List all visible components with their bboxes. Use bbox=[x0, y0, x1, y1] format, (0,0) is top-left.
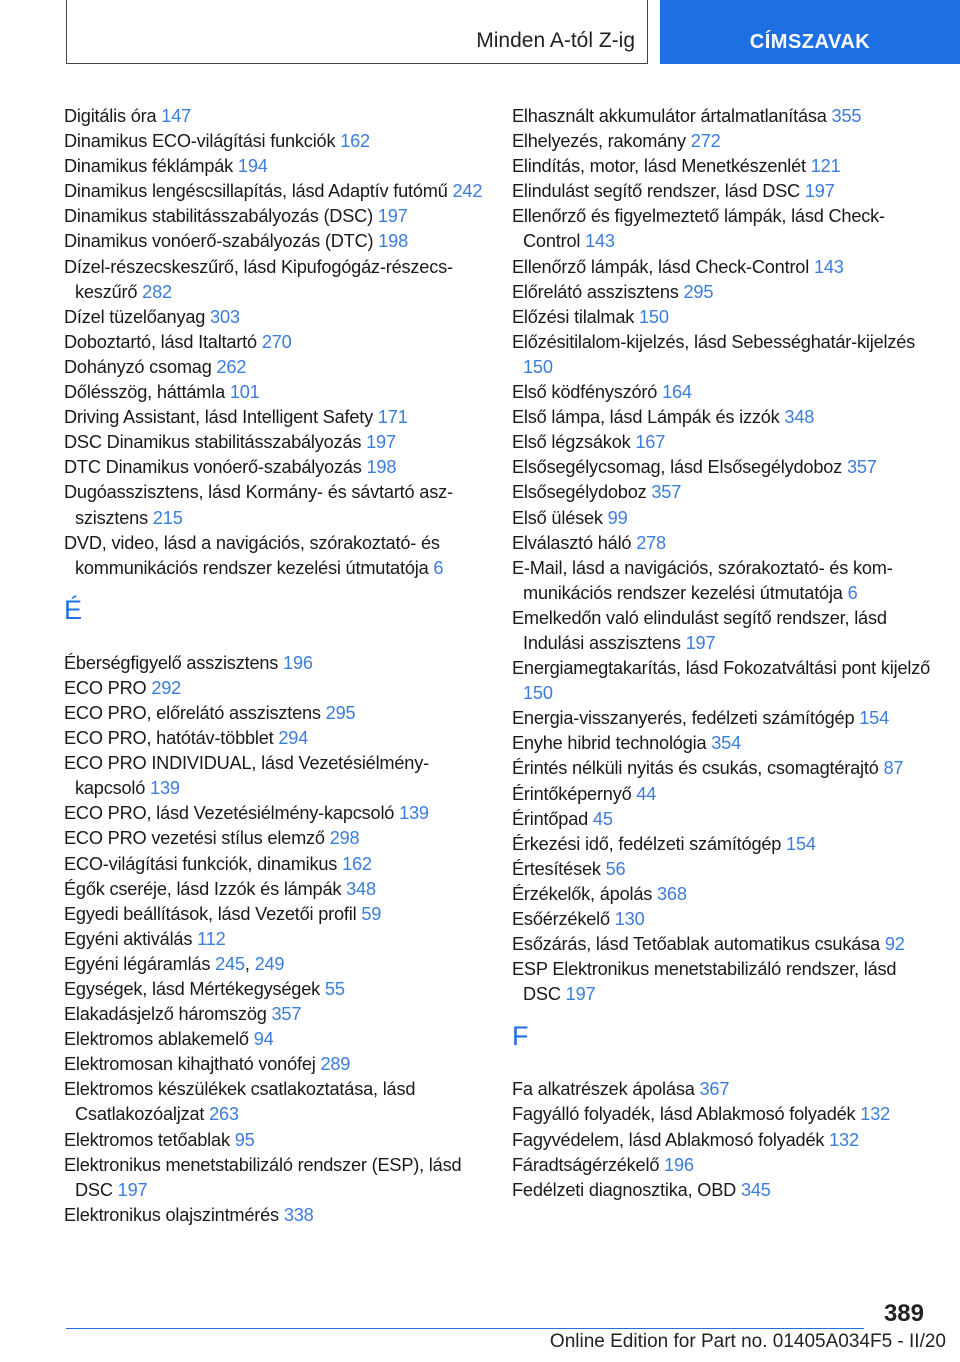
header-title: Minden A-tól Z-ig bbox=[476, 29, 635, 52]
index-entry-text: Érkezési idő, fedélzeti számítógép bbox=[512, 833, 782, 854]
index-entry-text: Driving Assistant, lásd Intelligent Safety bbox=[64, 407, 374, 428]
index-entry bbox=[512, 882, 932, 907]
index-entry-text: Dohányzó csomag bbox=[64, 356, 212, 377]
index-entry bbox=[512, 405, 932, 430]
page-reference-link[interactable]: 355 bbox=[831, 106, 862, 126]
index-entry-text: Digitális óra bbox=[64, 106, 157, 126]
page-reference-link[interactable]: 94 bbox=[253, 1029, 274, 1050]
index-entry-text: Elektronikus olajszintmérés bbox=[64, 1204, 279, 1225]
index-entry-text: Fagyvédelem, lásd Ablakmosó folyadék bbox=[512, 1129, 825, 1150]
index-entry-text: Égők cseréje, lásd Izzók és lámpák bbox=[64, 878, 342, 899]
index-entry bbox=[64, 801, 484, 826]
index-entry-text: ECO PRO bbox=[64, 677, 147, 698]
index-entry-text: Esőzárás, lásd Tetőablak automatikus csukása bbox=[512, 934, 880, 955]
index-entry bbox=[512, 280, 932, 305]
index-entry bbox=[512, 179, 932, 204]
page-reference-link[interactable]: 164 bbox=[662, 382, 692, 403]
index-entry-text: Elakadásjelző háromszög bbox=[64, 1004, 267, 1025]
index-entry bbox=[512, 531, 932, 556]
page-reference-link[interactable]: 197 bbox=[366, 432, 396, 453]
index-entry-text: Dinamikus ECO-világítási funkciók bbox=[64, 131, 336, 152]
page-reference-link[interactable]: 95 bbox=[234, 1129, 255, 1150]
index-entry bbox=[64, 154, 484, 179]
page-reference-link[interactable]: 87 bbox=[883, 758, 904, 779]
page-reference-link[interactable]: 121 bbox=[810, 156, 841, 177]
page-reference-link[interactable]: 162 bbox=[340, 131, 370, 152]
index-entry: Egyéni légáramlás 245, 249 bbox=[64, 953, 285, 974]
index-entry-text: Dinamikus vonóerő-szabályozás (DTC) bbox=[64, 231, 374, 252]
index-entry bbox=[64, 380, 484, 405]
index-entry bbox=[512, 330, 932, 380]
index-entry-text: Egyéni légáramlás bbox=[64, 953, 211, 974]
index-entry bbox=[64, 852, 484, 877]
page-reference-link[interactable]: 197 bbox=[685, 632, 716, 653]
header-tab bbox=[660, 0, 960, 64]
page-reference-link[interactable]: 294 bbox=[278, 728, 309, 749]
index-entry bbox=[64, 330, 484, 355]
index-entry bbox=[64, 826, 484, 851]
index-entry-text: Fedélzeti diagnosztika, OBD bbox=[512, 1179, 737, 1200]
index-entry-text: ECO-világítási funkciók, dinamikus bbox=[64, 853, 338, 874]
page-reference-link[interactable]: 303 bbox=[210, 306, 240, 327]
index-entry bbox=[64, 1153, 484, 1203]
index-entry bbox=[64, 977, 484, 1002]
page-reference-link[interactable]: 101 bbox=[229, 382, 260, 403]
index-entry bbox=[64, 229, 484, 254]
index-entry-text: DVD, video, lásd a navigációs, szórakoztató- és kommunikációs rendszer kezelési útmutatója bbox=[64, 532, 440, 578]
index-entry bbox=[64, 405, 484, 430]
index-entry bbox=[512, 857, 932, 882]
page-reference-link[interactable]: 45 bbox=[592, 808, 613, 829]
page-reference-link[interactable]: 357 bbox=[846, 457, 877, 478]
page-reference-link[interactable]: 6 bbox=[847, 582, 858, 603]
index-entry-text: Dízel tüzelőanyag bbox=[64, 306, 206, 327]
index-entry-text: Elektronikus menetstabilizáló rendszer (ESP), lásd DSC bbox=[64, 1154, 462, 1200]
page-reference-link[interactable]: 345 bbox=[740, 1179, 771, 1200]
section-letter: É bbox=[64, 594, 83, 625]
index-entry-text: ESP Elektronikus menetstabilizáló rendszer, lásd DSC bbox=[512, 959, 897, 1005]
index-entry-text: Elektromos készülékek csatlakoztatása, lásd Csatlakozóaljzat bbox=[64, 1079, 416, 1125]
footer-edition: Online Edition for Part no. 01405A034F5 - II/20 bbox=[549, 1331, 946, 1352]
index-entry-text: Elektromos tetőablak bbox=[64, 1129, 230, 1150]
page-reference-link[interactable]: 289 bbox=[320, 1054, 351, 1075]
index-entry-text: Fáradtságérzékelő bbox=[512, 1154, 660, 1175]
index-entry-text: Elsősegélycsomag, lásd Elsősegélydoboz bbox=[512, 457, 843, 478]
index-entry bbox=[64, 1077, 484, 1127]
index-entry bbox=[64, 1052, 484, 1077]
index-entry bbox=[64, 305, 484, 330]
index-entry-text: Érintőképernyő bbox=[512, 783, 632, 804]
page-reference-link[interactable]: 130 bbox=[614, 909, 645, 929]
page-reference-link[interactable]: 298 bbox=[329, 828, 360, 849]
index-entry bbox=[64, 179, 484, 204]
index-entry-text: Elindítás, motor, lásd Menetkészenlét bbox=[512, 156, 806, 177]
index-entry bbox=[512, 606, 932, 656]
index-entry-text: Éberségfigyelő asszisztens bbox=[64, 652, 279, 673]
page-reference-link[interactable]: 357 bbox=[271, 1004, 302, 1025]
index-entry bbox=[64, 651, 484, 676]
index-entry bbox=[512, 104, 932, 129]
index-entry bbox=[512, 129, 932, 154]
index-entry-text: DSC Dinamikus stabilitásszabályozás bbox=[64, 432, 362, 453]
index-entry-text: Első lámpa, lásd Lámpák és izzók bbox=[512, 407, 780, 428]
index-entry-text: Ellenőrző és figyelmeztető lámpák, lásd Check-Control bbox=[512, 206, 885, 252]
index-entry bbox=[64, 255, 484, 305]
page-reference-link[interactable]: 282 bbox=[142, 281, 172, 302]
footer-divider bbox=[66, 1328, 864, 1329]
page-reference-link[interactable]: 197 bbox=[565, 984, 596, 1005]
index-entry-text: Érintés nélküli nyitás és csukás, csomagtérajtó bbox=[512, 758, 879, 779]
index-entry bbox=[512, 1178, 932, 1203]
page-reference-link[interactable]: 162 bbox=[342, 853, 372, 874]
index-entry bbox=[512, 255, 932, 280]
index-entry bbox=[512, 957, 932, 1007]
page-reference-link[interactable]: 132 bbox=[860, 1104, 891, 1125]
index-entry-text: Érintőpad bbox=[512, 808, 589, 829]
index-entry-text: Értesítések bbox=[512, 858, 601, 879]
index-entry bbox=[512, 556, 932, 606]
index-entry bbox=[512, 455, 932, 480]
page-reference-link[interactable]: 92 bbox=[884, 934, 905, 955]
page-reference-link[interactable]: 150 bbox=[523, 683, 553, 704]
page-reference-link[interactable]: 348 bbox=[784, 407, 815, 428]
index-column-right bbox=[512, 104, 932, 1203]
page-reference-link[interactable]: 245 bbox=[215, 953, 245, 974]
index-entry-text: Emelkedőn való elindulást segítő rendszer, lásd Indulási asszisztens bbox=[512, 607, 887, 653]
index-entry bbox=[64, 1027, 484, 1052]
page-reference-link[interactable]: 198 bbox=[366, 457, 397, 478]
index-entry-text: Elhasznált akkumulátor ártalmatlanítása bbox=[512, 106, 827, 126]
index-entry bbox=[512, 932, 932, 957]
index-entry bbox=[64, 104, 484, 129]
index-entry bbox=[64, 1128, 484, 1153]
page-reference-link[interactable]: 367 bbox=[699, 1079, 730, 1100]
page-reference-link[interactable]: 197 bbox=[377, 206, 408, 227]
index-entry bbox=[512, 480, 932, 505]
index-entry-text: Első ülések bbox=[512, 507, 603, 528]
index-entry-text: DTC Dinamikus vonóerő-szabályozás bbox=[64, 457, 362, 478]
index-entry bbox=[512, 305, 932, 330]
index-entry bbox=[64, 1203, 484, 1228]
index-entry bbox=[512, 731, 932, 756]
index-entry-text: Elhelyezés, rakomány bbox=[512, 131, 686, 152]
page-reference-link[interactable]: 154 bbox=[786, 833, 816, 854]
index-entry bbox=[64, 531, 484, 581]
page-reference-link[interactable]: 6 bbox=[433, 557, 444, 578]
header-title-box bbox=[66, 0, 648, 64]
index-entry bbox=[512, 154, 932, 179]
page-reference-link[interactable]: 272 bbox=[690, 131, 721, 152]
page-reference-link[interactable]: 338 bbox=[283, 1204, 314, 1225]
page-reference-link[interactable]: 59 bbox=[361, 903, 382, 924]
page-reference-link[interactable]: 139 bbox=[399, 803, 429, 824]
page-reference-link[interactable]: 368 bbox=[657, 883, 687, 904]
index-entry bbox=[512, 656, 932, 706]
index-entry bbox=[512, 907, 932, 932]
page-reference-link[interactable]: 167 bbox=[635, 432, 666, 453]
page-reference-link[interactable]: 56 bbox=[605, 858, 626, 879]
index-entry-text: Dugóasszisztens, lásd Kormány- és sávtartó aszszisztens bbox=[64, 482, 454, 528]
page-reference-link[interactable]: 196 bbox=[664, 1154, 694, 1175]
index-entry bbox=[512, 204, 932, 254]
page-reference-link[interactable]: 112 bbox=[197, 928, 226, 949]
index-entry bbox=[64, 480, 484, 530]
page-reference-link[interactable]: 270 bbox=[261, 331, 292, 352]
index-entry bbox=[512, 1102, 932, 1127]
index-entry-text: Doboztartó, lásd Italtartó bbox=[64, 331, 257, 352]
page-reference-link[interactable]: 194 bbox=[237, 156, 268, 177]
index-entry-text: Dinamikus stabilitásszabályozás (DSC) bbox=[64, 206, 373, 227]
index-entry-text: ECO PRO, lásd Vezetésiélmény-kapcsoló bbox=[64, 803, 395, 824]
page-reference-link[interactable]: 154 bbox=[859, 708, 889, 729]
index-entry bbox=[64, 455, 484, 480]
index-entry bbox=[512, 706, 932, 731]
index-entry bbox=[64, 877, 484, 902]
index-entry-text: Fa alkatrészek ápolása bbox=[512, 1079, 695, 1100]
index-entry bbox=[512, 506, 932, 531]
index-entry bbox=[512, 1077, 932, 1102]
index-entry bbox=[512, 832, 932, 857]
index-entry bbox=[512, 807, 932, 832]
index-entry-text: Egyedi beállítások, lásd Vezetői profil bbox=[64, 903, 357, 924]
index-entry bbox=[512, 430, 932, 455]
index-entry-text: Ellenőrző lámpák, lásd Check-Control bbox=[512, 256, 810, 277]
index-entry-text: Enyhe hibrid technológia bbox=[512, 733, 707, 754]
page-reference-link[interactable]: 354 bbox=[711, 733, 742, 754]
index-entry bbox=[64, 751, 484, 801]
index-entry bbox=[64, 1002, 484, 1027]
page-reference-link[interactable]: 143 bbox=[585, 231, 615, 252]
index-entry-text: Egyéni aktiválás bbox=[64, 928, 193, 949]
index-entry-text: Dinamikus lengéscsillapítás, lásd Adaptív futómű bbox=[64, 181, 448, 202]
index-entry-text: ECO PRO, előrelátó asszisztens bbox=[64, 702, 321, 723]
index-entry bbox=[512, 380, 932, 405]
index-entry-text: Dízel-részecskeszűrő, lásd Kipufogógáz-részecskeszűrő bbox=[64, 256, 454, 302]
page-reference-link[interactable]: 295 bbox=[683, 281, 714, 302]
page-reference-link[interactable]: 263 bbox=[209, 1104, 239, 1125]
index-entry bbox=[64, 902, 484, 927]
index-entry-text: Előzési tilalmak bbox=[512, 306, 635, 327]
index-entry bbox=[64, 355, 484, 380]
index-entry-text: Első légzsákok bbox=[512, 432, 631, 453]
section-letter: F bbox=[512, 1021, 529, 1052]
index-entry-text: ECO PRO INDIVIDUAL, lásd Vezetésiélmény-kapcsoló bbox=[64, 753, 429, 799]
page-reference-link[interactable]: 99 bbox=[607, 507, 628, 528]
page-reference-link[interactable]: 197 bbox=[117, 1179, 148, 1200]
index-entry bbox=[64, 204, 484, 229]
page-reference-link[interactable]: 171 bbox=[377, 407, 408, 428]
index-entry bbox=[64, 430, 484, 455]
page-reference-link[interactable]: 215 bbox=[152, 507, 183, 528]
header-tab-label: CÍMSZAVAK bbox=[749, 31, 871, 53]
page-reference-link[interactable]: 242 bbox=[452, 181, 483, 202]
page-reference-link[interactable]: 262 bbox=[216, 356, 247, 377]
page-reference-link[interactable]: 249 bbox=[254, 953, 285, 974]
page-reference-link[interactable]: 357 bbox=[651, 482, 682, 503]
index-entry-text: Elsősegélydoboz bbox=[512, 482, 647, 503]
index-entry-text: Dinamikus féklámpák bbox=[64, 156, 234, 177]
index-entry-text: Elindulást segítő rendszer, lásd DSC bbox=[512, 181, 800, 202]
index-entry bbox=[512, 1153, 932, 1178]
index-entry bbox=[512, 756, 932, 781]
page-reference-link[interactable]: 198 bbox=[378, 231, 408, 252]
index-entry-text: ECO PRO, hatótáv-többlet bbox=[64, 728, 274, 749]
page-reference-link[interactable]: 348 bbox=[346, 878, 376, 899]
index-entry-text: Elválasztó háló bbox=[512, 532, 632, 553]
index-entry bbox=[64, 129, 484, 154]
index-entry-text: E-Mail, lásd a navigációs, szórakoztató- és kommunikációs rendszer kezelési útmutatója bbox=[512, 557, 893, 603]
index-entry-text: Dőlésszög, háttámla bbox=[64, 382, 225, 403]
index-entry-text: Egységek, lásd Mértékegységek bbox=[64, 979, 321, 999]
page-reference-link[interactable]: 197 bbox=[804, 181, 835, 202]
index-entry-text: Elektromosan kihajtható vonófej bbox=[64, 1054, 316, 1075]
page-reference-link[interactable]: 143 bbox=[813, 256, 844, 277]
page-reference-link[interactable]: 147 bbox=[161, 106, 192, 126]
index-entry bbox=[64, 701, 484, 726]
page-reference-link[interactable]: 44 bbox=[636, 783, 657, 804]
index-entry-text: Energia-visszanyerés, fedélzeti számítógép bbox=[512, 708, 855, 729]
index-column-left bbox=[64, 104, 484, 1228]
index-entry-text: Előrelátó asszisztens bbox=[512, 281, 679, 302]
page-reference-link[interactable]: 150 bbox=[639, 306, 669, 327]
index-entry bbox=[512, 782, 932, 807]
page-number: 389 bbox=[883, 1300, 924, 1327]
index-entry-text: Fagyálló folyadék, lásd Ablakmosó folyadék bbox=[512, 1104, 856, 1125]
page-reference-link[interactable]: 55 bbox=[324, 979, 345, 999]
page-reference-link[interactable]: 196 bbox=[283, 652, 313, 673]
index-entry bbox=[64, 927, 484, 952]
index-entry-text: Esőérzékelő bbox=[512, 909, 610, 929]
index-entry-text: Első ködfényszóró bbox=[512, 382, 658, 403]
index-entry bbox=[64, 676, 484, 701]
index-entry-text: Előzésitilalom-kijelzés, lásd Sebességhatár-kijelzés bbox=[512, 331, 916, 352]
index-entry-text: Érzékelők, ápolás bbox=[512, 883, 653, 904]
index-entry-text: ECO PRO vezetési stílus elemző bbox=[64, 828, 325, 849]
index-entry bbox=[64, 726, 484, 751]
page-reference-link[interactable]: 132 bbox=[829, 1129, 859, 1150]
page-reference-link[interactable]: 295 bbox=[325, 702, 356, 723]
page-reference-link[interactable]: 292 bbox=[151, 677, 182, 698]
page-reference-link[interactable]: 139 bbox=[150, 778, 180, 799]
page-reference-link[interactable]: 278 bbox=[636, 532, 666, 553]
index-entry-text: Energiamegtakarítás, lásd Fokozatváltási pont kijelző bbox=[512, 658, 931, 679]
index-entry-text: Elektromos ablakemelő bbox=[64, 1029, 249, 1050]
page-reference-link[interactable]: 150 bbox=[523, 356, 553, 377]
index-entry bbox=[512, 1128, 932, 1153]
